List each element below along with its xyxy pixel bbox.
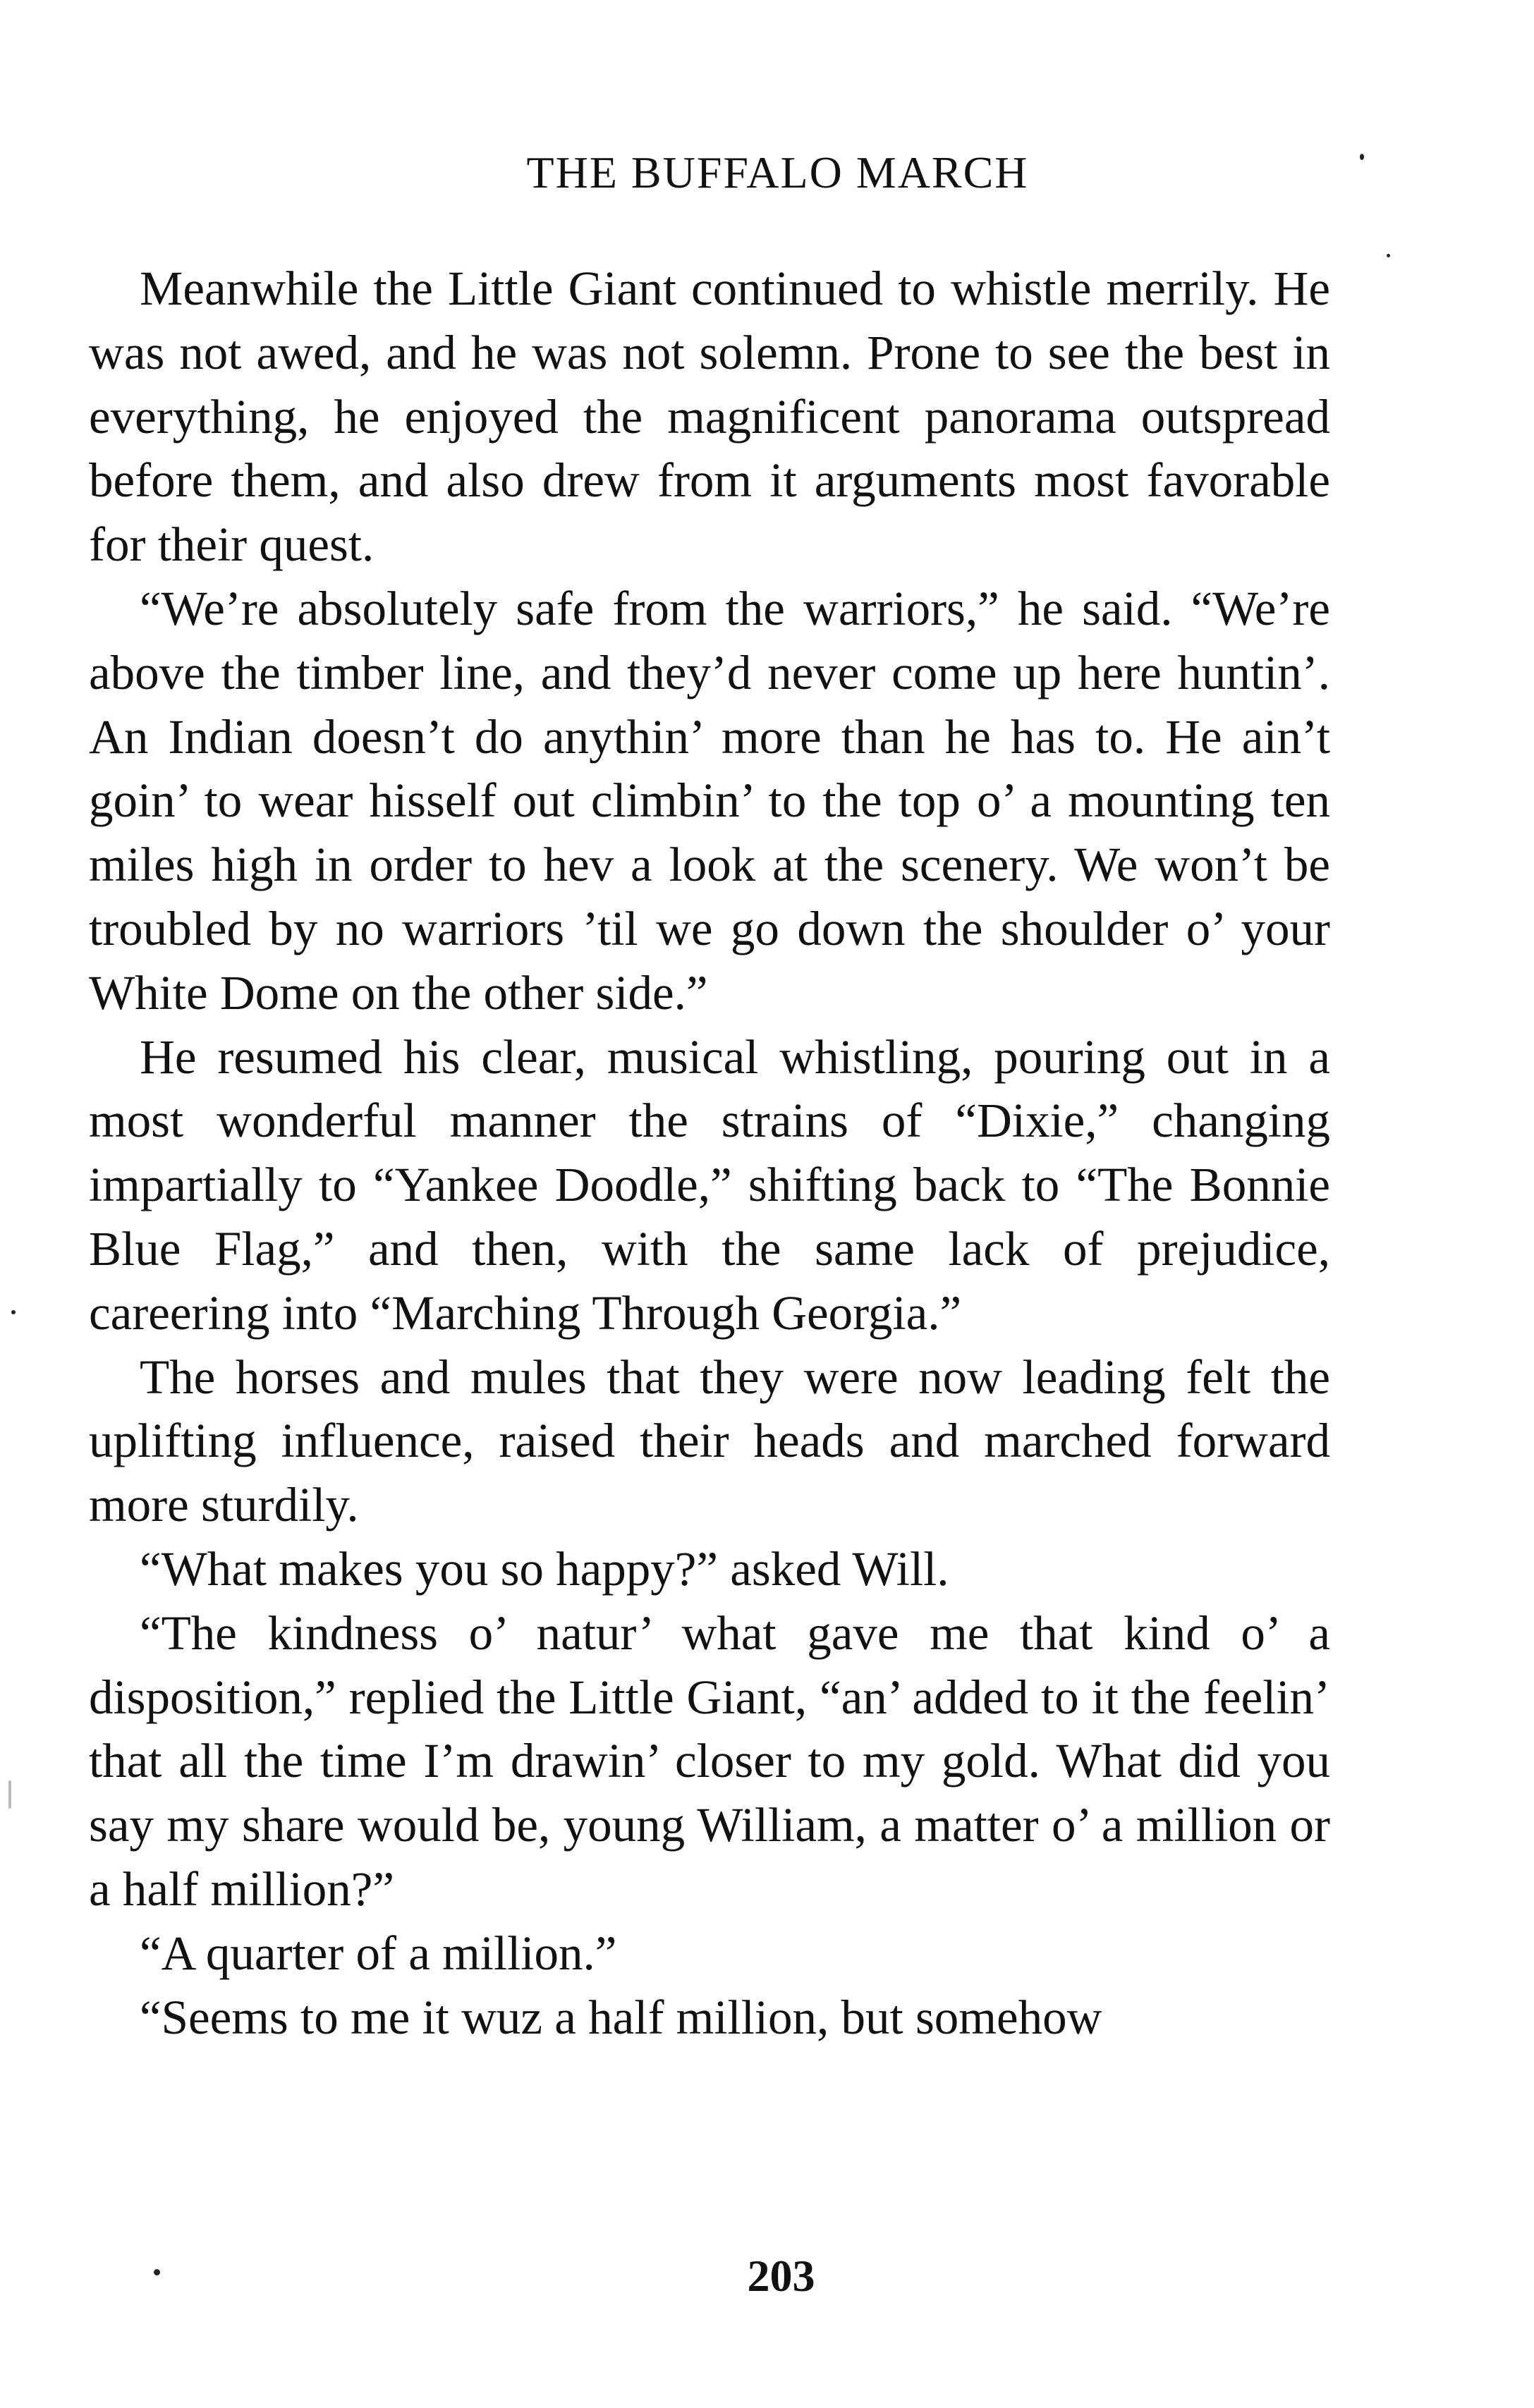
print-speck [1387,254,1390,257]
body-text [89,257,1330,2049]
page-number: 203 [747,2251,815,2301]
paragraph: “What makes you so happy?” asked Will. [140,1541,949,1596]
running-title: THE BUFFALO MARCH [526,147,1029,197]
paragraph: “We’re absolutely safe from the warriors,” he said. “We’re above the timber line, and they’d never come up here huntin’. An Indian doesn’t do anythin’ more than he has to. He ain’t goin’ to wear hisself out climbin’ to the top o’ a mounting ten miles high in order to hev a look at the scenery. We won’t be troubled by no warriors ’til we go down the shoulder o’ your White Dome on the other side.” [89,581,1330,1020]
paragraph: The horses and mules that they were now leading felt the uplifting influence, raised their heads and marched forward more sturdily. [89,1350,1330,1532]
paragraph: “A quarter of a million.” [140,1926,617,1980]
print-speck [8,1780,11,1809]
print-speck [1360,154,1364,160]
paragraph: “The kindness o’ natur’ what gave me that kind o’ a disposition,” replied the Little Giant, “an’ added to it the feelin’ that all the time I’m drawin’ closer to my gold. What did you say my share would be, young William, a matter o’ a million or a half million?” [89,1606,1330,1916]
print-speck [11,1310,16,1314]
paragraph: He resumed his clear, musical whistling, pouring out in a most wonderful manner the strains of “Dixie,” changing impartially to “Yankee Doodle,” shifting back to “The Bonnie Blue Flag,” and then, with the same lack of prejudice, careering into “Marching Through Georgia.” [89,1029,1330,1340]
paragraph: “Seems to me it wuz a half million, but somehow [140,1990,1102,2044]
paragraph: Meanwhile the Little Giant continued to whistle merrily. He was not awed, and he was not solemn. Prone to see the best in everything, he enjoyed the magnificent panorama outspread before them, and also drew from it arguments most favorable for their quest. [89,262,1330,572]
print-speck [154,2269,160,2275]
